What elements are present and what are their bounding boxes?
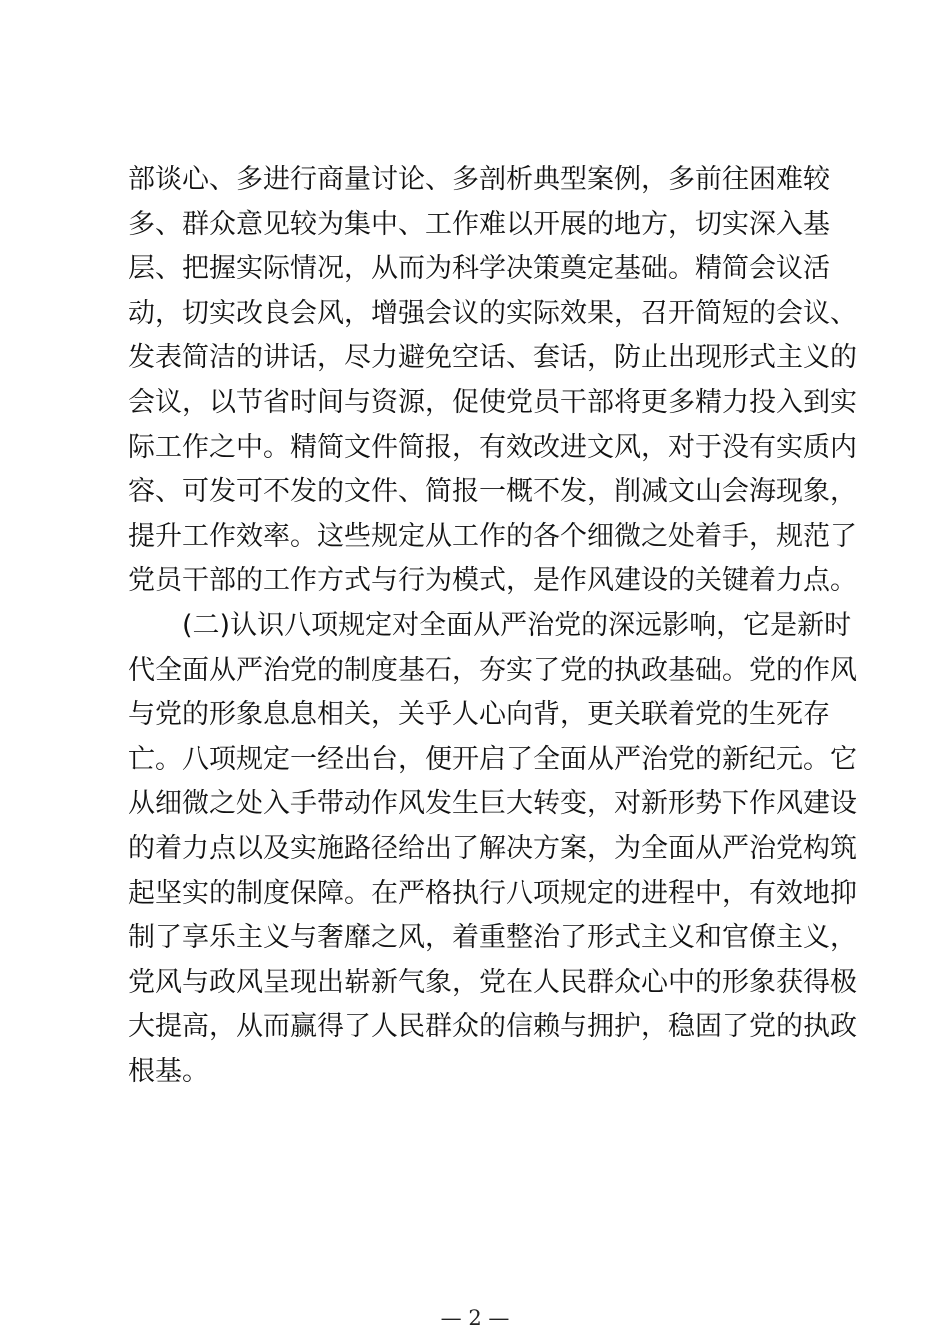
text-line: 从细微之处入手带动作风发生巨大转变，对新形势下作风建设 <box>128 788 857 820</box>
paragraph-2 <box>128 604 857 1095</box>
text-line: 部谈心、多进行商量讨论、多剖析典型案例，多前往困难较 <box>128 164 830 195</box>
text-line: 动，切实改良会风，增强会议的实际效果，召开简短的会议、 <box>128 297 857 329</box>
text-line: 党风与政风呈现出崭新气象，党在人民群众心中的形象获得极 <box>128 966 857 998</box>
text-line: 起坚实的制度保障。在严格执行八项规定的进程中，有效地抑 <box>128 877 857 909</box>
text-line: 代全面从严治党的制度基石，夯实了党的执政基础。党的作风 <box>128 654 857 686</box>
text-line: (二)认识八项规定对全面从严治党的深远影响，它是新时 <box>182 609 852 641</box>
page-number: — 2 — <box>440 1306 510 1330</box>
paragraph-1 <box>128 158 857 604</box>
text-line: 际工作之中。精简文件简报，有效改进文风，对于没有实质内 <box>128 431 857 463</box>
text-line: 层、把握实际情况，从而为科学决策奠定基础。精简会议活 <box>128 253 830 285</box>
text-line: 发表简洁的讲话，尽力避免空话、套话，防止出现形式主义的 <box>128 342 857 374</box>
text-line: 大提高，从而赢得了人民群众的信赖与拥护，稳固了党的执政 <box>128 1011 857 1043</box>
text-line: 制了享乐主义与奢靡之风，着重整治了形式主义和官僚主义， <box>128 922 857 954</box>
text-line: 会议，以节省时间与资源，促使党员干部将更多精力投入到实 <box>128 386 857 418</box>
text-line: 与党的形象息息相关，关乎人心向背，更关联着党的生死存 <box>128 699 830 731</box>
text-line: 提升工作效率。这些规定从工作的各个细微之处着手，规范了 <box>128 520 857 552</box>
text-line: 多、群众意见较为集中、工作难以开展的地方，切实深入基 <box>128 208 830 240</box>
text-line: 亡。八项规定一经出台，便开启了全面从严治党的新纪元。它 <box>128 743 857 775</box>
text-line: 容、可发可不发的文件、简报一概不发，削减文山会海现象， <box>128 476 857 508</box>
document-body <box>128 158 857 1094</box>
text-line: 的着力点以及实施路径给出了解决方案，为全面从严治党构筑 <box>128 832 857 864</box>
text-line: 根基。 <box>128 1055 209 1087</box>
text-line: 党员干部的工作方式与行为模式，是作风建设的关键着力点。 <box>128 565 857 597</box>
